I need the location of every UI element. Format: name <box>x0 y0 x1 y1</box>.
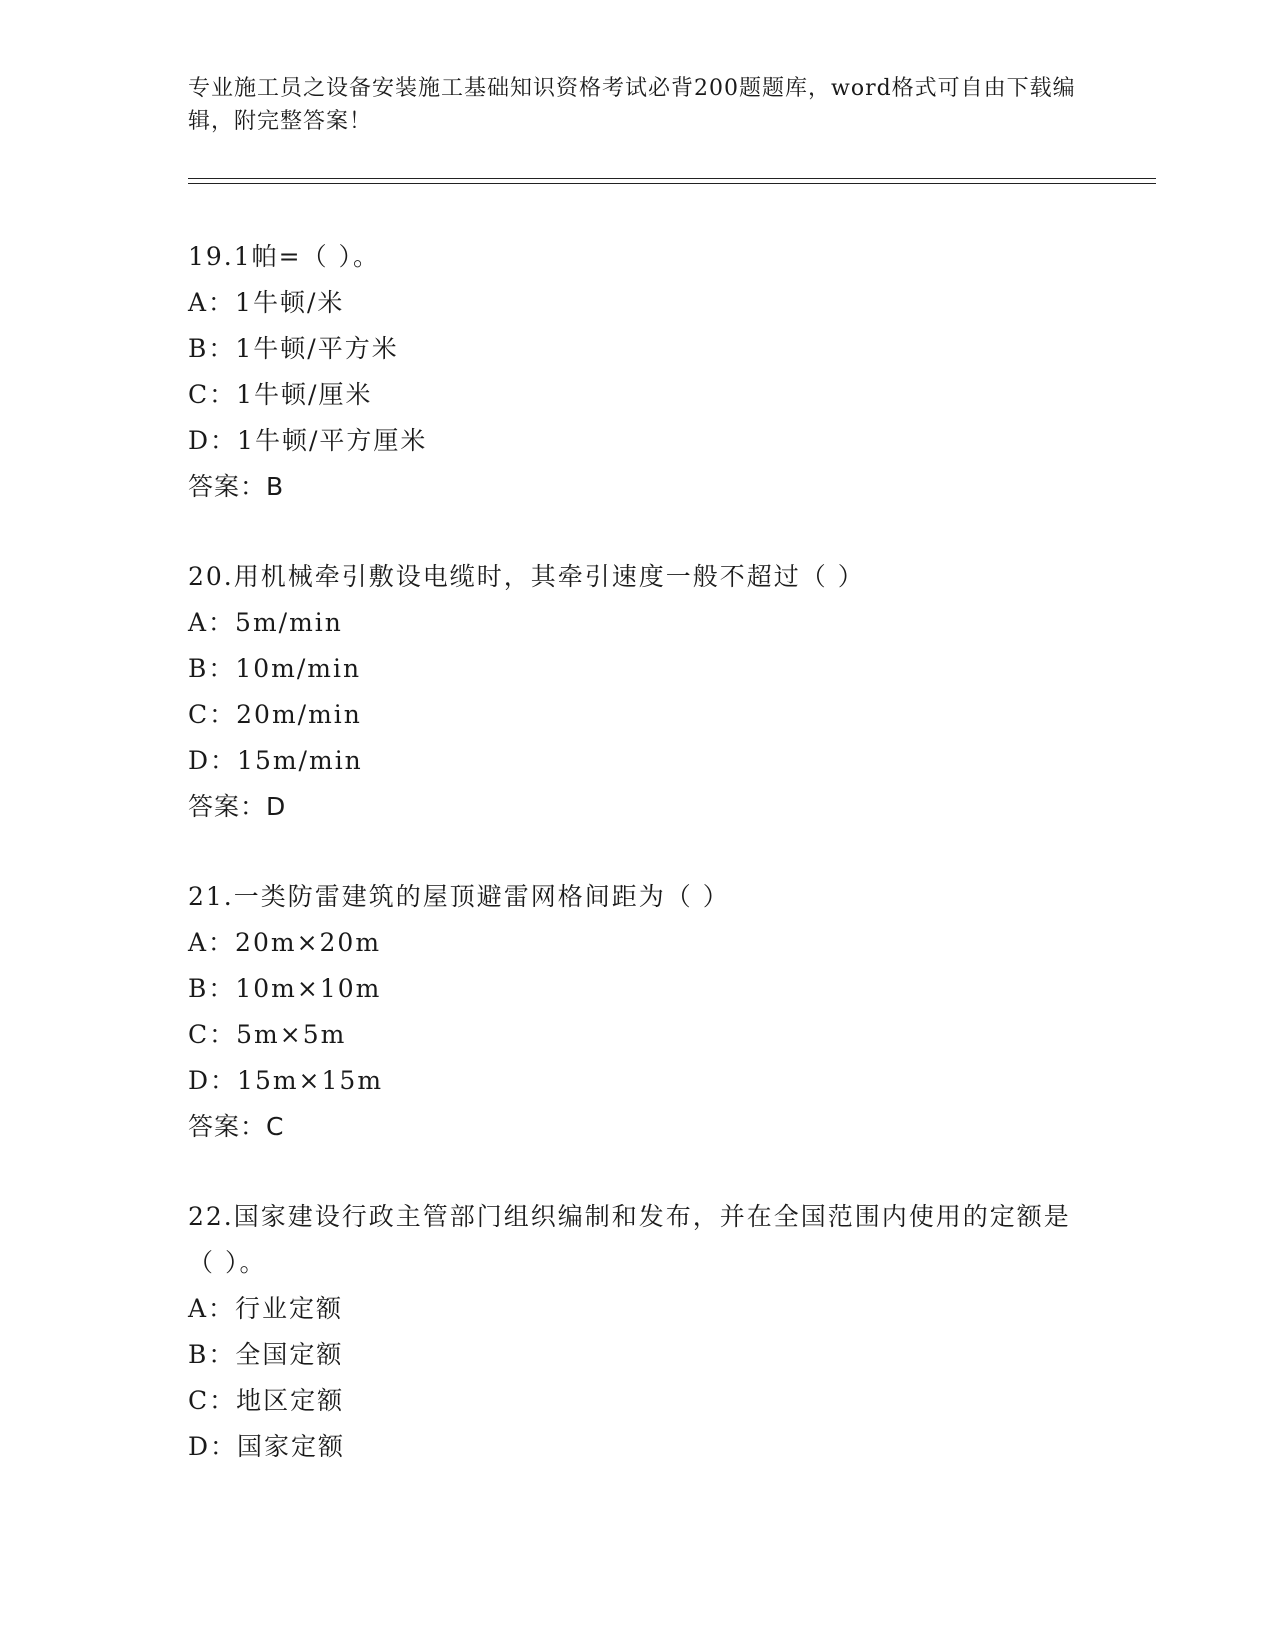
header-divider-bottom <box>188 183 1156 184</box>
question-stem: 22.国家建设行政主管部门组织编制和发布，并在全国范围内使用的定额是（ ）。 <box>188 1202 1071 1277</box>
answer: 答案：B <box>188 472 285 501</box>
option-b: B：全国定额 <box>188 1340 344 1369</box>
option-c: C：地区定额 <box>188 1386 345 1415</box>
question-19 <box>188 234 1088 510</box>
answer: 答案：D <box>188 792 287 821</box>
question-22 <box>188 1194 1088 1470</box>
option-d: D：1牛顿/平方厘米 <box>188 426 428 455</box>
option-c: C：20m/min <box>188 700 362 729</box>
option-d: D：国家定额 <box>188 1432 346 1461</box>
answer: 答案：C <box>188 1112 285 1141</box>
document-header: 专业施工员之设备安装施工基础知识资格考试必背200题题库，word格式可自由下载编辑，附完整答案！ <box>188 76 1076 134</box>
option-b: B：1牛顿/平方米 <box>188 334 399 363</box>
option-d: D：15m×15m <box>188 1066 384 1095</box>
option-c: C：5m×5m <box>188 1020 347 1049</box>
option-d: D：15m/min <box>188 746 363 775</box>
option-b: B：10m/min <box>188 654 362 683</box>
option-a: A：20m×20m <box>188 928 382 957</box>
question-stem: 20.用机械牵引敷设电缆时，其牵引速度一般不超过（ ） <box>188 562 865 591</box>
option-a: A：1牛顿/米 <box>188 288 345 317</box>
option-c: C：1牛顿/厘米 <box>188 380 373 409</box>
option-a: A：5m/min <box>188 608 343 637</box>
question-20 <box>188 554 1088 830</box>
option-a: A：行业定额 <box>188 1294 344 1323</box>
question-stem: 19.1帕=（ ）。 <box>188 242 381 271</box>
header-divider-top <box>188 178 1156 179</box>
question-stem: 21.一类防雷建筑的屋顶避雷网格间距为（ ） <box>188 882 730 911</box>
question-21 <box>188 874 1088 1150</box>
option-b: B：10m×10m <box>188 974 382 1003</box>
